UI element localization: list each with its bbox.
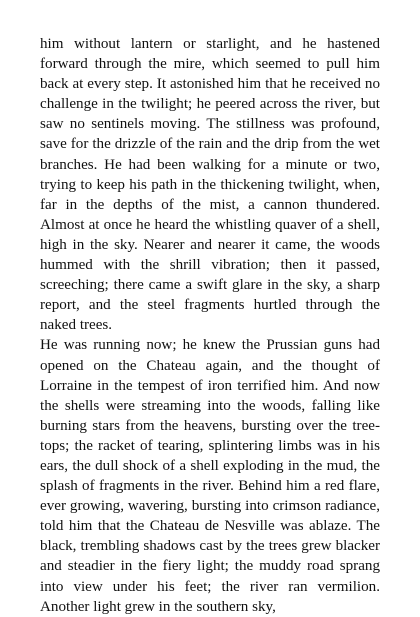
- paragraph-1: him without lantern or starlight, and he hastened forward through the mire, which seemed to pull him back at every step. It astonished him that he received no challenge in the twilight; he peered across the river, but saw no sentinels moving. The stillness was profound, save for the drizzle of the rain and the drip from the wet branches. He had been walking for a minute or two, trying to keep his path in the thickening twilight, when, far in the depths of the mist, a cannon thundered. Almost at once he heard the whistling quaver of a shell, high in the sky. Nearer and nearer it came, the woods hummed with the shrill vibration; then it passed, screeching; there came a swift glare in the sky, a sharp report, and the steel fragments hurtled through the naked trees.: [40, 36, 380, 334]
- page-text: [40, 34, 380, 617]
- paragraph-2: He was running now; he knew the Prussian guns had opened on the Chateau again, and the thought of Lorraine in the tempest of iron terrified him. And now the shells were streaming into the woods, falling like burning stars from the heavens, bursting over the tree-tops; the racket of tearing, splintering limbs was in his ears, the dull shock of a shell exploding in the mud, the splash of fragments in the river. Behind him a red flare, ever growing, wavering, bursting into crimson radiance, told him that the Chateau de Nesville was ablaze. The black, trembling shadows cast by the trees grew blacker and steadier in the fiery light; the muddy road sprang into view under his feet; the river ran vermilion. Another light grew in the southern sky,: [40, 337, 380, 615]
